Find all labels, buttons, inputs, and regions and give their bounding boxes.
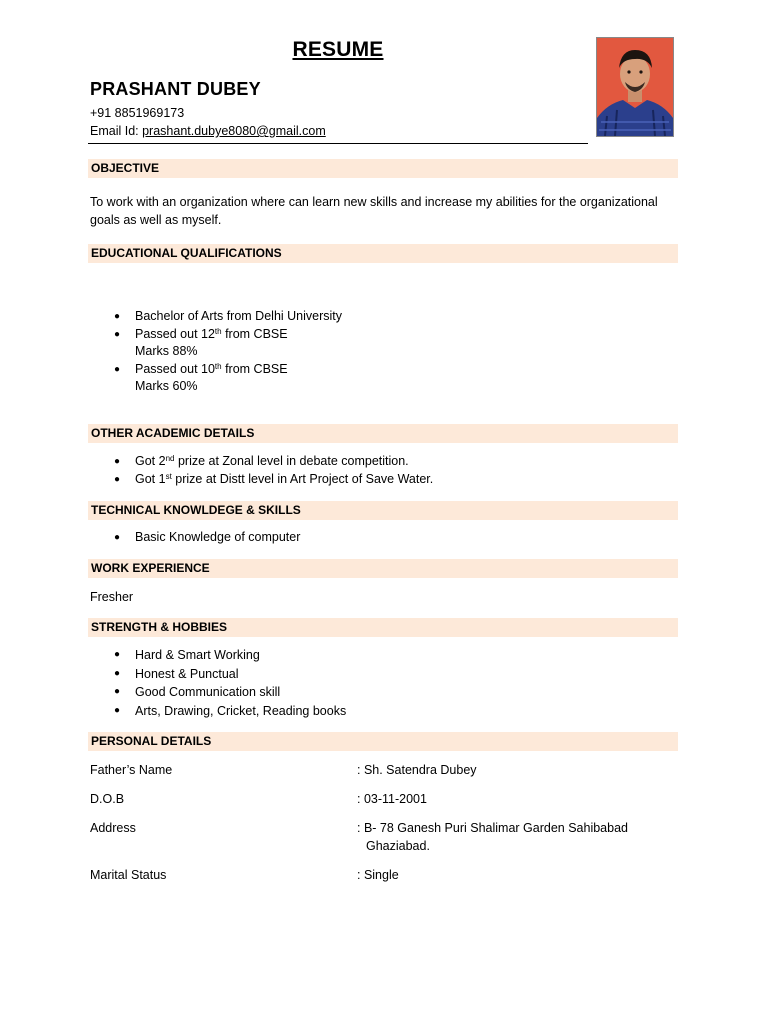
personal-value xyxy=(357,761,677,779)
bullet-icon: ● xyxy=(114,649,121,660)
list-item xyxy=(90,326,650,361)
list-item xyxy=(90,308,650,326)
personal-value xyxy=(357,790,677,808)
section-heading-education: EDUCATIONAL QUALIFICATIONS xyxy=(88,244,678,263)
email-line xyxy=(90,124,326,138)
personal-value-text: : Single xyxy=(357,868,399,882)
ordinal-suffix: st xyxy=(165,471,172,481)
other-academic-list xyxy=(90,453,650,488)
list-item xyxy=(90,529,650,547)
bullet-icon: ● xyxy=(114,532,121,543)
personal-value-text: : Sh. Satendra Dubey xyxy=(357,763,477,777)
education-item-text: from CBSE xyxy=(221,361,288,376)
list-item xyxy=(90,453,650,471)
education-item-text: from CBSE xyxy=(221,326,288,341)
personal-label: Address xyxy=(90,821,136,835)
education-marks: Marks 88% xyxy=(135,344,198,358)
ordinal-suffix: th xyxy=(214,361,222,371)
bullet-icon: ● xyxy=(114,363,121,375)
work-experience-text: Fresher xyxy=(90,590,134,604)
ordinal-suffix: nd xyxy=(165,454,175,463)
personal-label: D.O.B xyxy=(90,792,125,806)
education-item-text: Passed out 12 xyxy=(135,326,215,341)
bullet-icon: ● xyxy=(114,667,121,679)
section-heading-work: WORK EXPERIENCE xyxy=(88,559,678,578)
header-divider xyxy=(88,143,588,144)
academic-item-text: prize at Distt level in Art Project of Save Water. xyxy=(171,471,434,486)
strength-item-text: Hard & Smart Working xyxy=(135,648,260,662)
objective-text: To work with an organization where can learn new skills and increase my abilities for the organizational goals as well as myself. xyxy=(90,195,658,227)
section-heading-objective: OBJECTIVE xyxy=(88,159,678,178)
technical-list xyxy=(90,529,650,547)
candidate-name: PRASHANT DUBEY xyxy=(90,79,261,99)
section-heading-strengths: STRENGTH & HOBBIES xyxy=(88,618,678,637)
strength-item-text: Honest & Punctual xyxy=(135,666,239,681)
bullet-icon: ● xyxy=(114,456,121,467)
personal-label: Marital Status xyxy=(90,868,167,882)
document-title: RESUME xyxy=(292,38,384,61)
section-heading-personal: PERSONAL DETAILS xyxy=(88,732,678,751)
personal-value-continuation: Ghaziabad. xyxy=(366,839,430,853)
ordinal-suffix: th xyxy=(214,326,222,336)
personal-value-text: : B- 78 Ganesh Puri Shalimar Garden Sahibabad xyxy=(357,821,628,835)
academic-item-text: prize at Zonal level in debate competition. xyxy=(174,454,409,468)
list-item xyxy=(90,665,650,684)
list-item xyxy=(90,646,650,665)
bullet-icon: ● xyxy=(114,328,121,340)
education-list xyxy=(90,308,650,396)
list-item xyxy=(90,471,650,489)
personal-value-text: : 03-11-2001 xyxy=(357,792,427,806)
list-item xyxy=(90,683,650,702)
strength-item-text: Arts, Drawing, Cricket, Reading books xyxy=(135,704,347,719)
email-label: Email Id: xyxy=(90,124,143,138)
strength-item-text: Good Communication skill xyxy=(135,685,281,700)
email-link[interactable]: prashant.dubye8080@gmail.com xyxy=(142,124,326,138)
education-item-text: Passed out 10 xyxy=(135,361,215,376)
section-heading-technical: TECHNICAL KNOWLDEGE & SKILLS xyxy=(88,501,678,520)
skill-item-text: Basic Knowledge of computer xyxy=(135,530,301,544)
profile-photo xyxy=(596,37,674,137)
personal-value xyxy=(357,866,677,884)
list-item xyxy=(90,361,650,396)
education-marks: Marks 60% xyxy=(135,379,198,393)
section-heading-other-academic: OTHER ACADEMIC DETAILS xyxy=(88,424,678,443)
personal-value xyxy=(357,819,677,855)
list-item xyxy=(90,702,650,721)
education-item-text: Bachelor of Arts from Delhi University xyxy=(135,309,343,323)
bullet-icon: ● xyxy=(114,705,121,717)
bullet-icon: ● xyxy=(114,311,121,322)
personal-label: Father’s Name xyxy=(90,763,173,777)
academic-item-text: Got 2 xyxy=(135,454,166,468)
strengths-list xyxy=(90,646,650,721)
bullet-icon: ● xyxy=(114,686,121,698)
academic-item-text: Got 1 xyxy=(135,471,166,486)
phone-number: +91 8851969173 xyxy=(90,106,185,120)
bullet-icon: ● xyxy=(114,473,121,485)
